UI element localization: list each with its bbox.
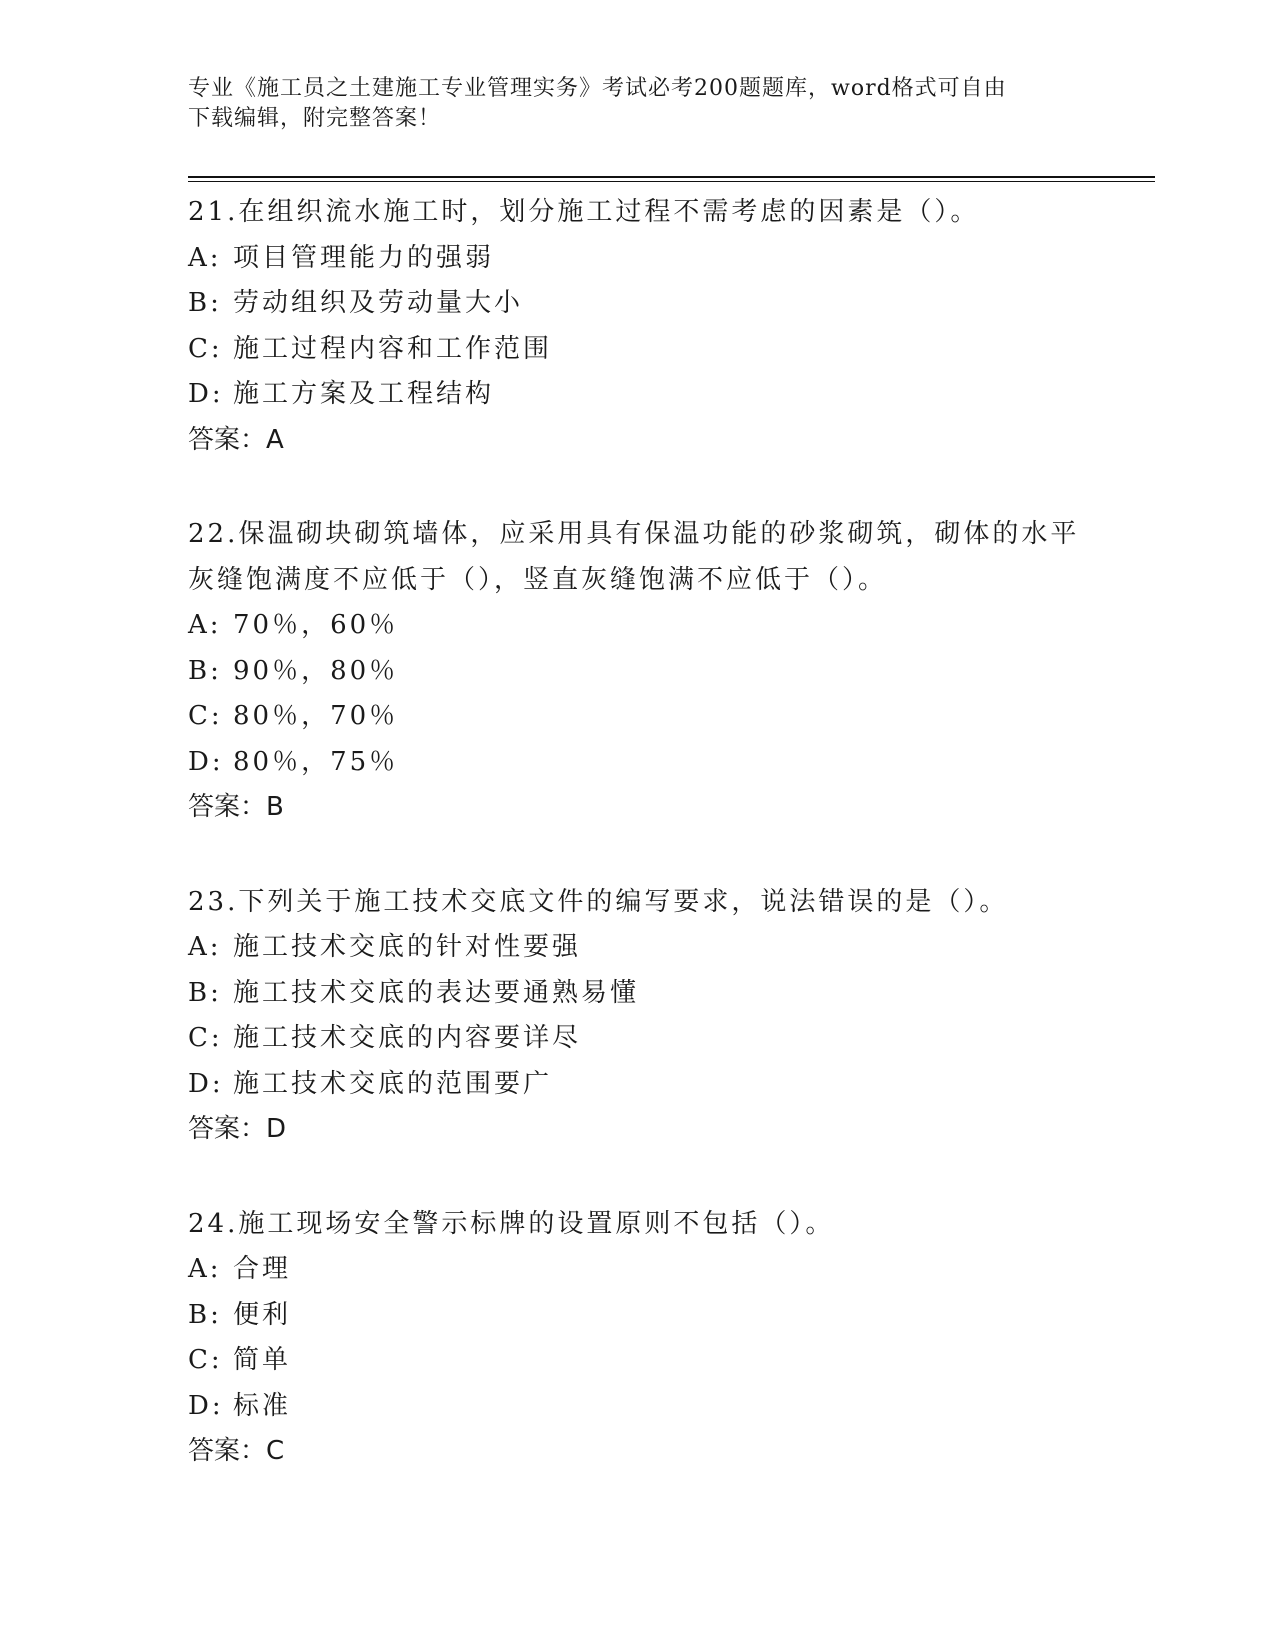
option-key: A: xyxy=(188,610,222,640)
option-text: 90％，80％ xyxy=(233,655,399,686)
header-line-2: 下载编辑，附完整答案！ xyxy=(188,106,442,131)
option-a xyxy=(188,603,1088,649)
option-key: A: xyxy=(188,932,222,962)
question-stem: 24.施工现场安全警示标牌的设置原则不包括（）。 xyxy=(188,1208,835,1239)
option-key: B: xyxy=(188,1299,222,1330)
option-a xyxy=(188,1247,1088,1293)
option-key: C: xyxy=(188,333,223,364)
option-b xyxy=(188,649,1088,695)
option-key: A: xyxy=(188,242,222,273)
option-d xyxy=(188,1062,1088,1108)
option-text: 施工方案及工程结构 xyxy=(233,379,495,409)
option-key: D: xyxy=(188,379,224,409)
option-text: 70％，60％ xyxy=(233,610,399,640)
question-spacer xyxy=(188,463,1088,512)
option-b xyxy=(188,1293,1088,1339)
option-text: 便利 xyxy=(233,1299,292,1330)
option-b xyxy=(188,281,1088,327)
option-key: C: xyxy=(188,701,223,731)
option-text: 施工过程内容和工作范围 xyxy=(233,333,553,364)
question-spacer xyxy=(188,1153,1088,1202)
option-key: B: xyxy=(188,288,222,318)
option-key: B: xyxy=(188,977,222,1008)
option-key: C: xyxy=(188,1345,223,1375)
question-spacer xyxy=(188,831,1088,880)
question-stem: 22.保温砌块砌筑墙体，应采用具有保温功能的砂浆砌筑，砌体的水平灰缝饱满度不应低于（），竖直灰缝饱满不应低于（）。 xyxy=(188,519,1080,595)
answer: 答案：B xyxy=(188,792,284,822)
option-text: 施工技术交底的范围要广 xyxy=(233,1068,553,1099)
option-key: C: xyxy=(188,1023,223,1053)
option-c xyxy=(188,1016,1088,1062)
option-a xyxy=(188,236,1088,282)
question-22 xyxy=(188,512,1088,831)
question-21 xyxy=(188,190,1088,463)
answer: 答案：C xyxy=(188,1436,285,1466)
option-text: 80％，75％ xyxy=(233,746,399,777)
answer: 答案：D xyxy=(188,1114,287,1144)
option-key: A: xyxy=(188,1254,222,1284)
question-stem: 21.在组织流水施工时，划分施工过程不需考虑的因素是（）。 xyxy=(188,197,980,227)
option-text: 标准 xyxy=(233,1390,292,1421)
option-c xyxy=(188,694,1088,740)
option-d xyxy=(188,740,1088,786)
question-list xyxy=(188,190,1088,1475)
header-divider xyxy=(188,176,1155,182)
option-text: 施工技术交底的表达要通熟易懂 xyxy=(233,977,640,1008)
question-23 xyxy=(188,880,1088,1153)
option-text: 施工技术交底的针对性要强 xyxy=(233,932,582,962)
question-24 xyxy=(188,1202,1088,1475)
document-header xyxy=(188,74,1078,134)
option-text: 合理 xyxy=(233,1254,292,1284)
option-text: 项目管理能力的强弱 xyxy=(233,242,495,273)
header-line-1: 专业《施工员之土建施工专业管理实务》考试必考200题题库，word格式可自由 xyxy=(188,76,1007,101)
option-c xyxy=(188,1338,1088,1384)
option-key: B: xyxy=(188,655,222,686)
option-text: 80％，70％ xyxy=(233,701,399,731)
option-b xyxy=(188,971,1088,1017)
option-c xyxy=(188,327,1088,373)
option-d xyxy=(188,372,1088,418)
option-text: 劳动组织及劳动量大小 xyxy=(233,288,524,318)
option-key: D: xyxy=(188,1390,224,1421)
question-stem: 23.下列关于施工技术交底文件的编写要求，说法错误的是（）。 xyxy=(188,886,1009,917)
option-d xyxy=(188,1384,1088,1430)
option-key: D: xyxy=(188,746,224,777)
option-a xyxy=(188,925,1088,971)
option-text: 施工技术交底的内容要详尽 xyxy=(233,1023,582,1053)
option-key: D: xyxy=(188,1068,224,1099)
option-text: 简单 xyxy=(233,1345,292,1375)
answer: 答案：A xyxy=(188,424,284,455)
